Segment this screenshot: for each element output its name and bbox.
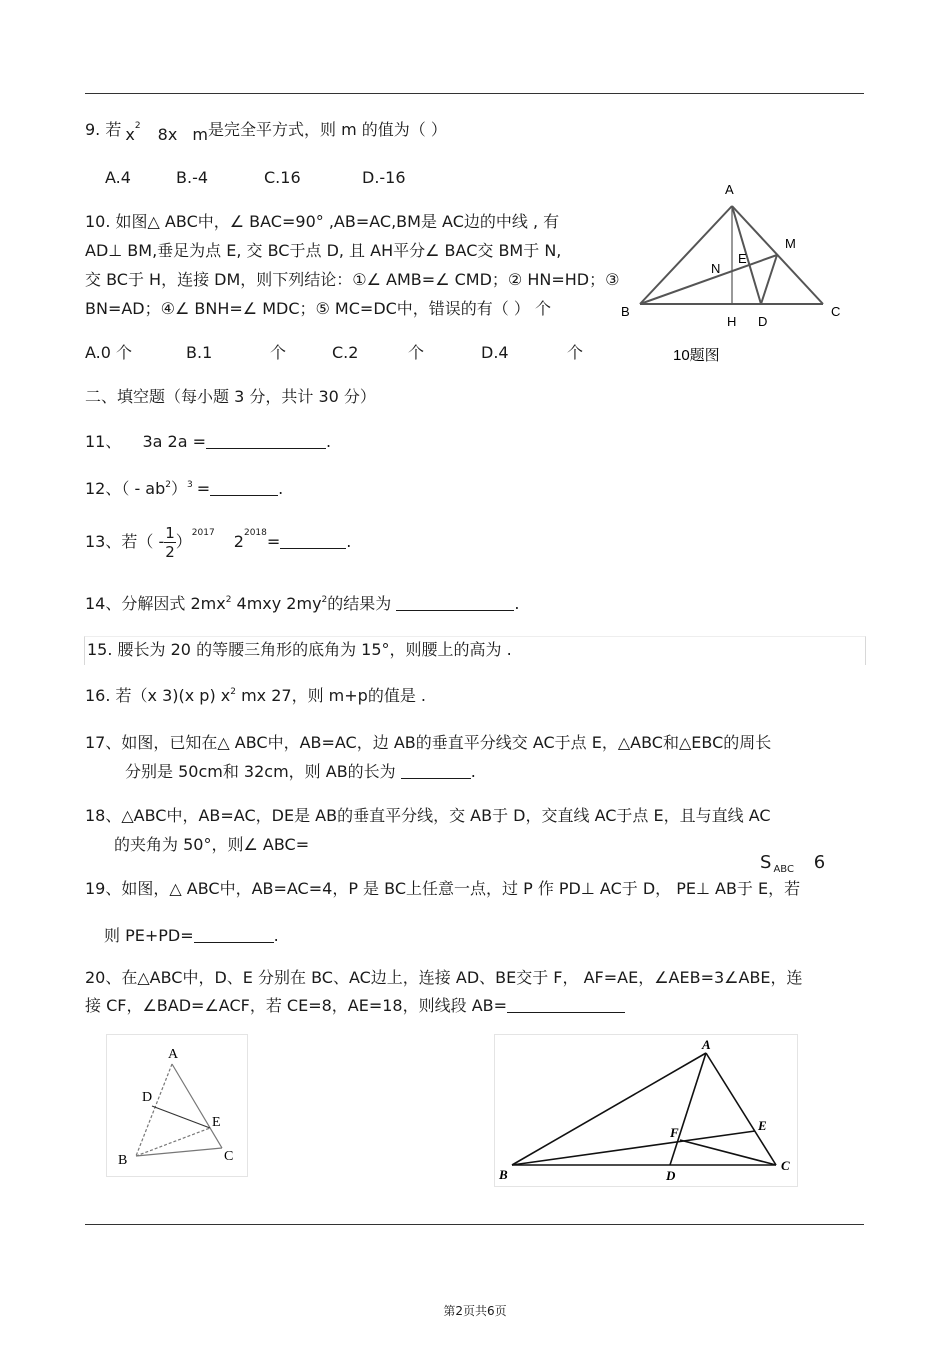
q16-rest: mx 27，则 m+p的值是 .: [236, 686, 426, 705]
q19-end: .: [273, 926, 279, 945]
q10-edge-ab: [640, 206, 732, 304]
q11-answer-blank: [206, 434, 326, 449]
q17-edge-be: [136, 1128, 210, 1156]
q9-option-a: A.4: [105, 168, 131, 187]
q20-label-d: D: [666, 1168, 676, 1183]
q17-label-d: D: [142, 1090, 153, 1105]
q19-line1: 19、如图，△ ABC中，AB=AC=4，P 是 BC上任意一点，过 P 作 PD⊥ AC于 D， PE⊥ AB于 E，若: [85, 879, 801, 898]
q19-s-sub: ABC: [773, 864, 794, 875]
q17-line2-text: 分别是 50cm和 32cm，则 AB的长为: [125, 762, 396, 781]
q10-label-b: B: [621, 304, 630, 319]
question-11: [85, 432, 331, 452]
q14-text: 14、分解因式 2mx: [85, 594, 226, 613]
q10-caption: 10题图: [673, 347, 720, 364]
q12-close: ）: [171, 479, 188, 498]
q19-s-value: 6: [813, 852, 826, 873]
q10-label-c: C: [831, 304, 841, 319]
q20-figure: [494, 1034, 798, 1187]
q20-edge-cf: [680, 1140, 776, 1165]
q10-option-d-unit: 个: [567, 343, 584, 362]
q14-end: .: [514, 594, 520, 613]
q10-label-h: H: [727, 314, 737, 329]
q13-end: .: [346, 532, 352, 551]
q20-label-e: E: [758, 1118, 767, 1133]
q20-edge-ac: [706, 1053, 776, 1165]
section-2-title: 二、填空题（每小题 3 分，共计 30 分）: [85, 387, 376, 406]
q19-area-label: [760, 853, 825, 876]
q13-exp1: 2017: [191, 528, 215, 538]
q13-denominator: 2: [165, 543, 175, 561]
q20-line2: [85, 996, 625, 1016]
q9-exp: 2: [134, 121, 141, 131]
q20-label-b: B: [499, 1167, 508, 1182]
q10-line3: 交 BC于 H，连接 DM，则下列结论：①∠ AMB=∠ CMD；② HN=HD；③: [85, 270, 620, 289]
top-rule: [85, 93, 864, 94]
bottom-rule: [85, 1224, 864, 1225]
q12-prefix: 12、（ - ab: [85, 479, 166, 498]
q9-x: x: [125, 125, 135, 144]
q14-suffix: 的结果为: [327, 594, 392, 613]
q14-exp2: 2: [321, 595, 328, 605]
q12-eq: =: [196, 479, 211, 498]
q11-end: .: [326, 432, 332, 451]
q17-line1: 17、如图，已知在△ ABC中，AB=AC，边 AB的垂直平分线交 AC于点 E，△ABC和△EBC的周长: [85, 733, 772, 752]
q17-label-b: B: [118, 1153, 128, 1168]
q13-base2: 2: [233, 532, 244, 551]
q10-label-m: M: [785, 236, 796, 251]
q14-answer-blank: [396, 596, 514, 611]
q19-line2: [104, 926, 279, 946]
q9-option-d: D.-16: [362, 168, 406, 187]
q14-exp1: 2: [225, 595, 232, 605]
q13-close: ）: [175, 532, 192, 551]
q13-answer-blank: [280, 534, 346, 549]
q13-eq: =: [266, 532, 281, 551]
q13-fraction: [164, 524, 176, 561]
q10-line4: BN=AD；④∠ BNH=∠ MDC；⑤ MC=DC中，错误的有（ ） 个: [85, 299, 551, 318]
q10-label-d: D: [758, 314, 768, 329]
q10-option-c-unit: 个: [408, 343, 425, 362]
q13-prefix: 13、若（ -: [85, 532, 165, 551]
q10-option-c: C.2: [332, 343, 359, 362]
q10-label-e: E: [738, 251, 747, 266]
question-9: [85, 120, 447, 144]
q16-exp: 2: [230, 687, 236, 697]
q20-edge-ab: [512, 1053, 706, 1165]
q10-figure: [615, 178, 855, 368]
q20-line2-text: 接 CF，∠BAD=∠ACF，若 CE=8，AE=18，则线段 AB=: [85, 996, 508, 1015]
q10-line1: 10. 如图△ ABC中，∠ BAC=90° ,AB=AC,BM是 AC边的中线 , 有: [85, 212, 560, 231]
page-footer: 第2页共6页: [443, 1304, 507, 1318]
q18-line1: 18、△ABC中，AB=AC，DE是 AB的垂直平分线，交 AB于 D，交直线 AC于点 E，且与直线 AC: [85, 806, 771, 825]
q10-option-b: B.1: [186, 343, 213, 362]
q20-label-c: C: [781, 1158, 790, 1173]
q17-answer-blank: [401, 764, 471, 779]
q13-numerator: 1: [165, 524, 175, 542]
q13-exp2: 2018: [243, 528, 267, 538]
q9-option-c: C.16: [264, 168, 301, 187]
q17-edge-de: [152, 1106, 210, 1128]
q19-answer-blank: [194, 928, 274, 943]
q16-text: 16. 若（x 3)(x p) x: [85, 686, 231, 705]
q12-answer-blank: [210, 481, 278, 496]
q17-label-a: A: [168, 1047, 179, 1062]
q17-label-e: E: [212, 1115, 221, 1130]
q17-line2: [125, 762, 476, 782]
q14-mid: 4mxy 2my: [231, 594, 322, 613]
q10-edge-bm: [640, 255, 777, 304]
q9-option-b: B.-4: [176, 168, 209, 187]
q10-edge-dm: [761, 255, 777, 304]
q12-exp-inner: 2: [165, 480, 172, 490]
q11-expr: 3a 2a =: [142, 432, 207, 451]
q19-s: S: [760, 852, 772, 873]
q19-line2-text: 则 PE+PD=: [104, 926, 194, 945]
q10-label-a: A: [725, 182, 734, 197]
q10-label-n: N: [711, 261, 721, 276]
q20-figure-frame: [495, 1035, 798, 1187]
q17-edge-bc: [136, 1148, 222, 1156]
q17-edge-ac: [172, 1064, 222, 1148]
q9-mid: 8x: [157, 125, 178, 144]
question-13: [85, 522, 351, 562]
q12-end: .: [278, 479, 284, 498]
q17-end: .: [470, 762, 476, 781]
q10-option-d: D.4: [481, 343, 509, 362]
q10-option-b-unit: 个: [270, 343, 287, 362]
question-14: [85, 594, 519, 614]
q18-line2: 的夹角为 50°，则∠ ABC=: [114, 835, 310, 854]
q10-option-a: A.0 个: [85, 343, 133, 362]
question-16: [85, 686, 426, 706]
question-15: 15. 腰长为 20 的等腰三角形的底角为 15°，则腰上的高为 .: [87, 640, 512, 659]
q17-label-c: C: [224, 1149, 234, 1164]
q17-edge-ab: [136, 1064, 172, 1156]
q9-m: m: [192, 125, 208, 144]
q9-suffix: 是完全平方式，则 m 的值为（ ）: [208, 120, 447, 139]
q12-exp-outer: 3: [187, 480, 193, 490]
q20-edge-be: [512, 1131, 755, 1165]
q17-figure: [106, 1034, 248, 1177]
q10-line2: AD⊥ BM,垂足为点 E, 交 BC于点 D, 且 AH平分∠ BAC交 BM于 N,: [85, 241, 562, 260]
q20-label-f: F: [670, 1125, 679, 1140]
q9-prefix: 9. 若: [85, 120, 122, 139]
q20-answer-blank: [507, 998, 625, 1013]
q20-label-a: A: [702, 1037, 711, 1052]
q20-line1: 20、在△ABC中，D、E 分别在 BC、AC边上，连接 AD、BE交于 F， AF=AE，∠AEB=3∠ABE，连: [85, 968, 803, 987]
question-12: [85, 479, 283, 499]
q11-prefix: 11、: [85, 432, 122, 451]
